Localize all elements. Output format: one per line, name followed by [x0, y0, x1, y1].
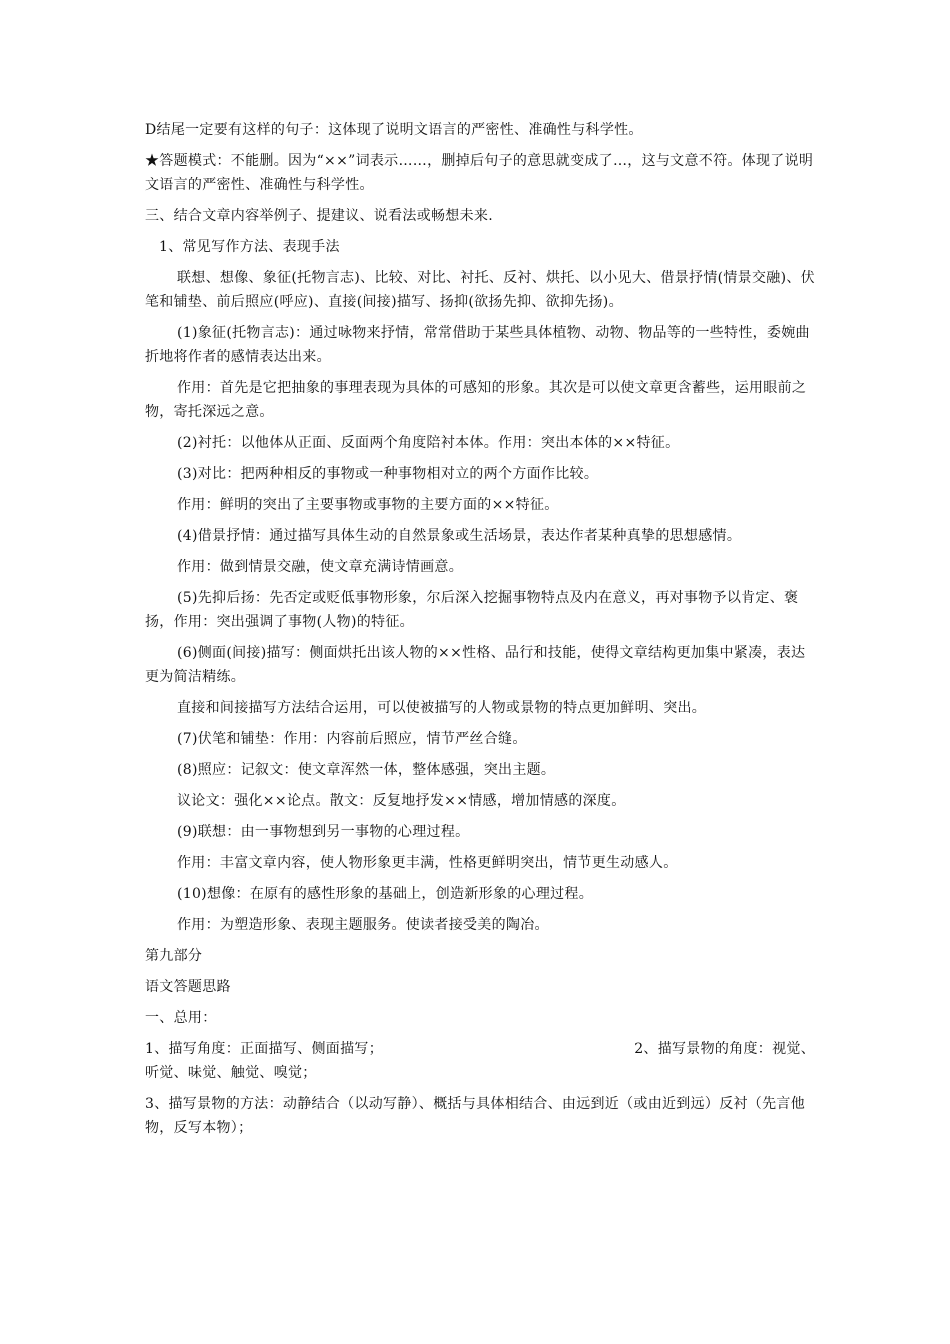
paragraph-d-ending: D结尾一定要有这样的句子：这体现了说明文语言的严密性、准确性与科学性。 — [145, 122, 643, 138]
paragraph-contrast-effect: 作用：鲜明的突出了主要事物或事物的主要方面的××特征。 — [177, 497, 559, 513]
paragraph-scenery-effect: 作用：做到情景交融，使文章充满诗情画意。 — [177, 559, 463, 575]
paragraph-association: (9)联想：由一事物想到另一事物的心理过程。 — [177, 824, 470, 840]
description-angle-left: 1、描写角度：正面描写、侧面描写； — [145, 1041, 384, 1057]
description-angle-right: 2、描写景物的角度：视觉、 — [634, 1041, 815, 1057]
description-angle-continuation: 听觉、味觉、触觉、嗅觉； — [145, 1065, 317, 1081]
paragraph-imagination: (10)想像：在原有的感性形象的基础上，创造新形象的心理过程。 — [177, 886, 594, 902]
paragraph-scenery-methods: 3、描写景物的方法：动静结合（以动写静）、概括与具体相结合、由远到近（或由近到远）反衬（先言他物，反写本物）； — [145, 1096, 806, 1136]
section-heading-three: 三、结合文章内容举例子、提建议、说看法或畅想未来. — [145, 208, 493, 224]
answer-ideas-heading: 语文答题思路 — [145, 979, 231, 995]
paragraph-suppress-then-praise: (5)先抑后扬：先否定或贬低事物形象，尔后深入挖掘事物特点及内在意义，再对事物予以肯定、褒扬，作用：突出强调了事物(人物)的特征。 — [145, 590, 799, 630]
paragraph-echo-argument: 议论文：强化××论点。散文：反复地抒发××情感，增加情感的深度。 — [177, 793, 626, 809]
paragraph-foreshadowing: (7)伏笔和铺垫：作用：内容前后照应，情节严丝合缝。 — [177, 731, 527, 747]
subheading-writing-methods: 1、常见写作方法、表现手法 — [159, 239, 340, 255]
paragraph-direct-indirect: 直接和间接描写方法结合运用，可以使被描写的人物或景物的特点更加鲜明、突出。 — [177, 700, 707, 716]
paragraph-contrast: (3)对比：把两种相反的事物或一种事物相对立的两个方面作比较。 — [177, 466, 599, 482]
document-body — [145, 118, 815, 1147]
paragraph-symbolism-effect: 作用：首先是它把抽象的事理表现为具体的可感知的形象。其次是可以使文章更含蓄些，运用眼前之物，寄托深远之意。 — [145, 380, 807, 420]
paragraph-answer-mode: ★答题模式：不能删。因为“××”词表示……，删掉后句子的意思就变成了…，这与文意不符。体现了说明文语言的严密性、准确性与科学性。 — [145, 153, 814, 193]
paragraph-imagination-effect: 作用：为塑造形象、表现主题服务。使读者接受美的陶冶。 — [177, 917, 549, 933]
paragraph-echo: (8)照应：记叙文：使文章浑然一体，整体感强，突出主题。 — [177, 762, 556, 778]
paragraph-foil: (2)衬托：以他体从正面、反面两个角度陪衬本体。作用：突出本体的××特征。 — [177, 435, 680, 451]
paragraph-description-angles — [145, 1037, 815, 1085]
general-heading: 一、总用： — [145, 1010, 217, 1026]
part-nine-heading: 第九部分 — [145, 948, 203, 964]
paragraph-symbolism: (1)象征(托物言志)：通过咏物来抒情，常常借助于某些具体植物、动物、物品等的一些特性，委婉曲折地将作者的感情表达出来。 — [145, 325, 810, 365]
paragraph-association-effect: 作用：丰富文章内容，使人物形象更丰满，性格更鲜明突出，情节更生动感人。 — [177, 855, 678, 871]
paragraph-scenery-emotion: (4)借景抒情：通过描写具体生动的自然景象或生活场景，表达作者某种真挚的思想感情。 — [177, 528, 742, 544]
paragraph-methods-list: 联想、想像、象征(托物言志)、比较、对比、衬托、反衬、烘托、以小见大、借景抒情(情景交融)、伏笔和铺垫、前后照应(呼应)、直接(间接)描写、扬抑(欲扬先抑、欲抑先扬)。 — [145, 270, 815, 310]
paragraph-side-description: (6)侧面(间接)描写：侧面烘托出该人物的××性格、品行和技能，使得文章结构更加集中紧凑，表达更为简洁精练。 — [145, 645, 806, 685]
